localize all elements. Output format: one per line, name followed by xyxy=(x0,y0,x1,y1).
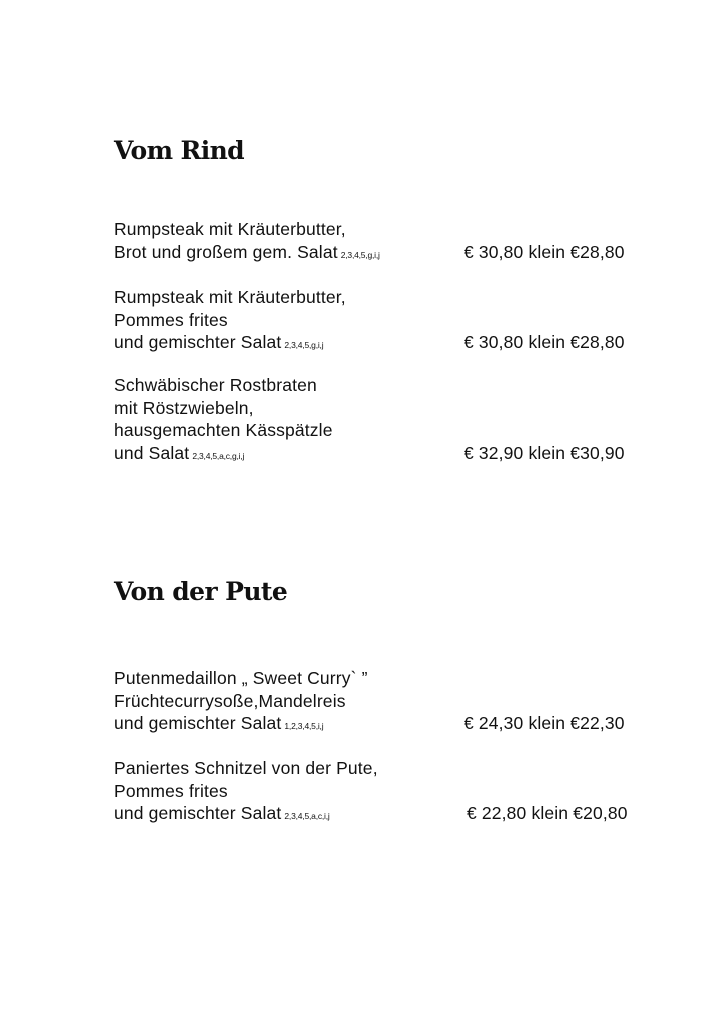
allergen-codes: 2,3,4,5,g,i,j xyxy=(340,249,380,260)
menu-item xyxy=(114,757,674,825)
item-description-line: Schwäbischer Rostbraten xyxy=(114,375,317,395)
item-price: € 30,80 klein €28,80 xyxy=(464,332,625,352)
item-price: € 24,30 klein €22,30 xyxy=(464,713,625,733)
section-heading-vom-rind: Vom Rind xyxy=(114,136,245,165)
item-description-text: und gemischter Salat xyxy=(114,803,282,823)
item-description-line: Paniertes Schnitzel von der Pute, xyxy=(114,758,378,778)
item-description-line: Pommes frites xyxy=(114,780,228,801)
section-heading-von-der-pute: Von der Pute xyxy=(114,577,288,606)
item-description-text: Brot und großem gem. Salat xyxy=(114,241,338,262)
menu-item xyxy=(114,286,674,354)
item-description-text: und Salat xyxy=(114,442,190,463)
menu-item xyxy=(114,374,674,464)
item-description-line: Rumpsteak mit Kräuterbutter, xyxy=(114,219,346,239)
item-description-line: mit Röstzwiebeln, xyxy=(114,397,254,418)
item-description-line: Früchtecurrysoße,Mandelreis xyxy=(114,690,346,711)
item-description-line: hausgemachten Kässpätzle xyxy=(114,420,333,440)
menu-item xyxy=(114,218,674,263)
item-price: € 22,80 klein €20,80 xyxy=(467,803,628,823)
item-price: € 30,80 klein €28,80 xyxy=(464,241,625,262)
item-description-text: und gemischter Salat xyxy=(114,713,282,733)
item-description-line: Putenmedaillon „ Sweet Curry` ” xyxy=(114,668,368,688)
item-description-line: Pommes frites xyxy=(114,309,228,330)
item-description-text: und gemischter Salat xyxy=(114,332,282,352)
allergen-codes: 1,2,3,4,5,i,j xyxy=(284,721,324,731)
item-description-line: Rumpsteak mit Kräuterbutter, xyxy=(114,287,346,307)
allergen-codes: 2,3,4,5,a,c,i,j xyxy=(284,811,330,821)
allergen-codes: 2,3,4,5,a,c,g,i,j xyxy=(192,450,245,461)
allergen-codes: 2,3,4,5,g,i,j xyxy=(284,340,324,350)
menu-item xyxy=(114,667,674,735)
item-price: € 32,90 klein €30,90 xyxy=(464,442,625,463)
